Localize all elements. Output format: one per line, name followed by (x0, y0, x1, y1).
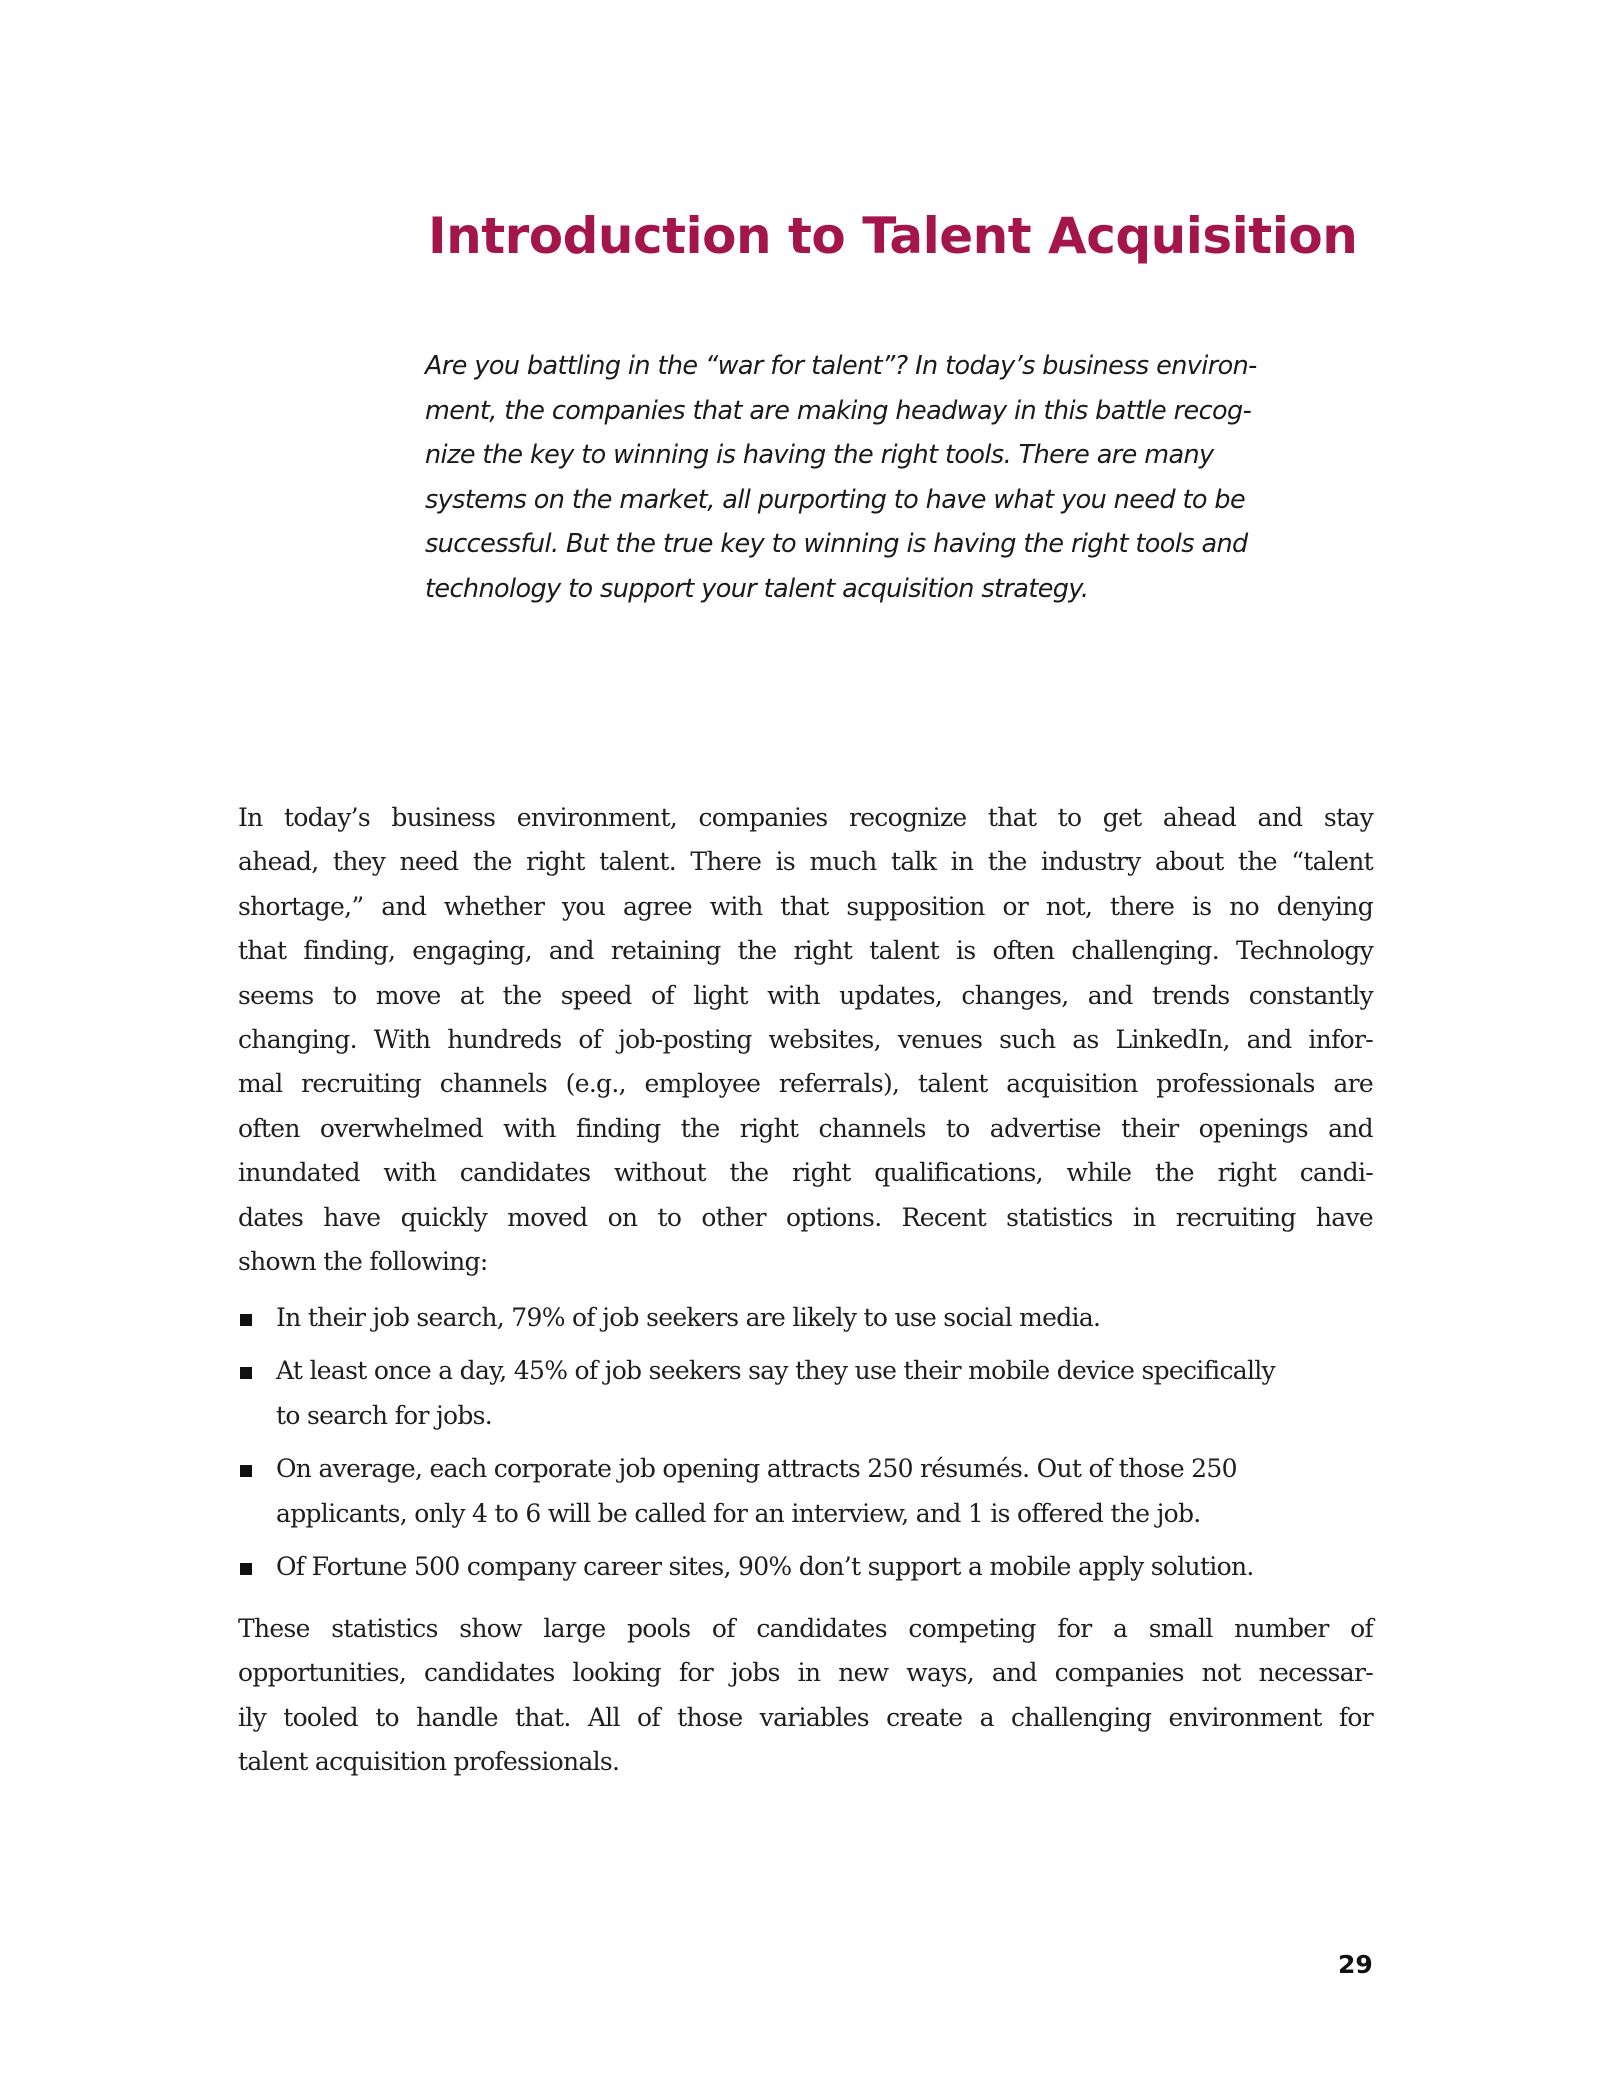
paragraph-line: ahead, they need the right talent. There is much talk in the industry about the “talent (238, 847, 1373, 877)
square-bullet-icon (240, 1314, 252, 1326)
abstract-line: Are you battling in the “war for talent”? In today’s business environ- (425, 351, 1257, 381)
list-item-text: On average, each corporate job opening attracts 250 résumés. Out of those 250 (276, 1454, 1237, 1484)
paragraph-line: opportunities, candidates looking for jobs in new ways, and companies not necessar- (238, 1658, 1373, 1688)
list-item-text: Of Fortune 500 company career sites, 90% don’t support a mobile apply solution. (276, 1552, 1254, 1582)
paragraph-line: ily tooled to handle that. All of those variables create a challenging environment for (238, 1702, 1373, 1732)
list-item-text: In their job search, 79% of job seekers are likely to use social media. (276, 1303, 1101, 1332)
paragraph-line: talent acquisition professionals. (238, 1747, 620, 1777)
paragraph-line: shortage,” and whether you agree with that supposition or not, there is no denying (238, 891, 1373, 921)
square-bullet-icon (240, 1367, 252, 1379)
list-item-text: to search for jobs. (276, 1400, 493, 1430)
paragraph-line: inundated with candidates without the right qualifications, while the right candi- (238, 1158, 1373, 1188)
intro-paragraph (238, 796, 1373, 1284)
paragraph-line: In today’s business environment, companies recognize that to get ahead and stay (238, 803, 1373, 832)
page-number: 29 (1338, 1950, 1373, 1979)
closing-paragraph (238, 1607, 1373, 1785)
square-bullet-icon (240, 1563, 252, 1575)
list-item-text: At least once a day, 45% of job seekers say they use their mobile device specifically (276, 1356, 1275, 1386)
chapter-abstract (425, 344, 1305, 612)
paragraph-line: These statistics show large pools of candidates competing for a small number of (238, 1614, 1373, 1643)
paragraph-line: shown the following: (238, 1247, 488, 1277)
chapter-title: Introduction to Talent Acquisition (428, 207, 1358, 265)
list-item (238, 1349, 1373, 1438)
abstract-line: ment, the companies that are making headway in this battle recog- (425, 395, 1252, 426)
abstract-line: systems on the market, all purporting to have what you need to be (425, 484, 1246, 515)
paragraph-line: dates have quickly moved on to other options. Recent statistics in recruiting have (238, 1202, 1373, 1232)
square-bullet-icon (240, 1465, 252, 1477)
statistics-list (238, 1296, 1373, 1598)
paragraph-line: often overwhelmed with finding the right channels to advertise their openings and (238, 1113, 1373, 1143)
abstract-line: successful. But the true key to winning is having the right tools and (425, 529, 1248, 560)
paragraph-line: mal recruiting channels (e.g., employee referrals), talent acquisition professionals are (238, 1069, 1373, 1099)
list-item-text: applicants, only 4 to 6 will be called for an interview, and 1 is offered the job. (276, 1498, 1201, 1528)
paragraph-line: changing. With hundreds of job-posting websites, venues such as LinkedIn, and infor- (238, 1025, 1373, 1055)
list-item (238, 1447, 1373, 1536)
paragraph-line: that finding, engaging, and retaining the right talent is often challenging. Technology (238, 936, 1373, 966)
paragraph-line: seems to move at the speed of light with updates, changes, and trends constantly (238, 980, 1373, 1010)
abstract-line: technology to support your talent acquisition strategy. (425, 573, 1089, 604)
list-item (238, 1545, 1373, 1589)
abstract-line: nize the key to winning is having the right tools. There are many (425, 440, 1214, 471)
list-item (238, 1296, 1373, 1340)
